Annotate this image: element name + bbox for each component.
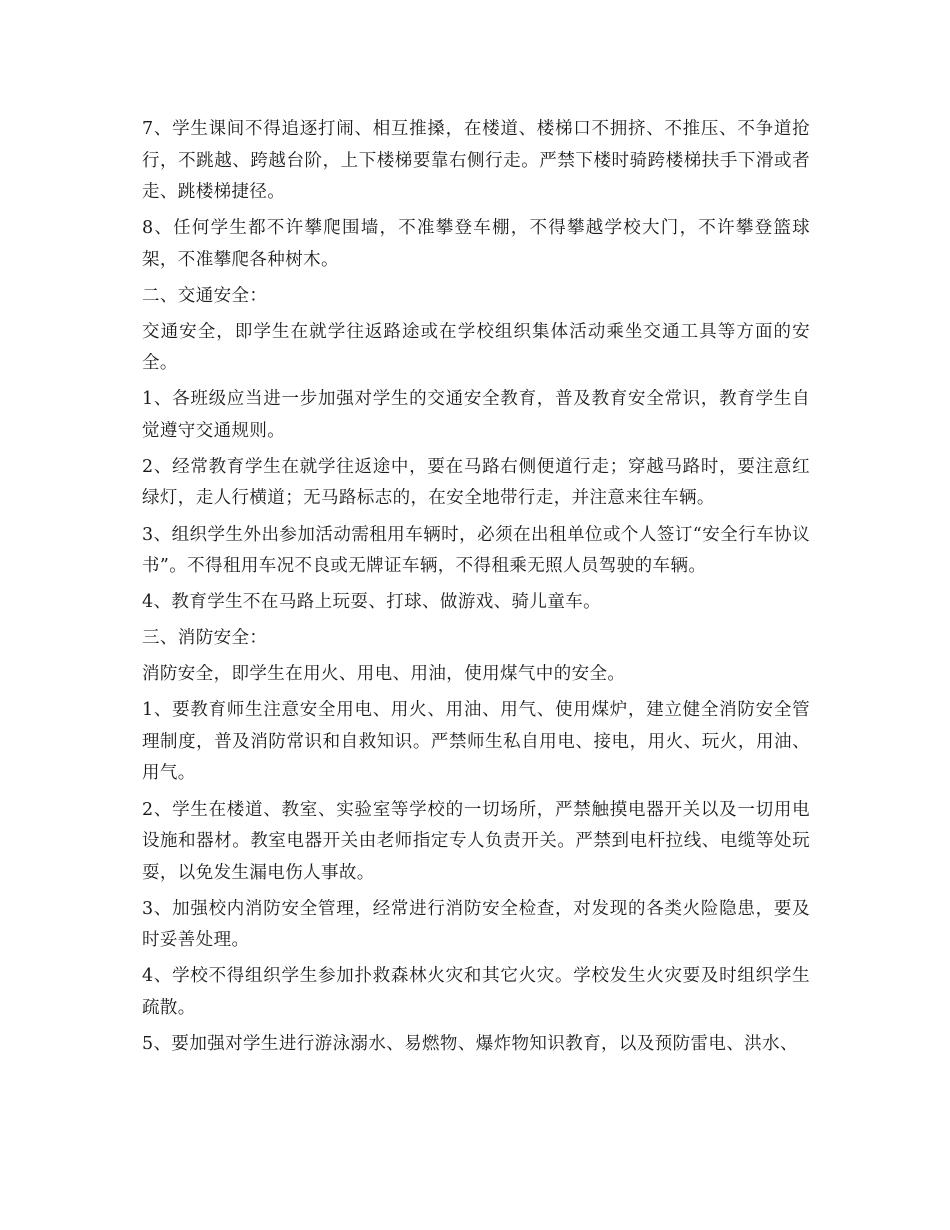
fire-rule-5-paragraph: 5、要加强对学生进行游泳溺水、易燃物、爆炸物知识教育，以及预防雷电、洪水、 — [142, 1033, 798, 1054]
section-fire-heading: 三、消防安全： — [142, 628, 268, 649]
traffic-rule-2-paragraph: 2、经常教育学生在就学往返途中，要在马路右侧便道行走；穿越马路时，要注意红绿灯，走人行横道；无马路标志的，在安全地带行走，并注意来往车辆。 — [142, 456, 810, 509]
section-traffic-heading: 二、交通安全： — [142, 285, 268, 306]
rule-8-paragraph: 8、任何学生都不许攀爬围墙，不准攀登车棚，不得攀越学校大门，不许攀登篮球架，不准攀爬各种树木。 — [142, 218, 810, 270]
fire-rule-2-paragraph: 2、学生在楼道、教室、实验室等学校的一切场所，严禁触摸电器开关以及一切用电设施和器材。教室电器开关由老师指定专人负责开关。严禁到电杆拉线、电缆等处玩耍，以免发生漏电伤人事故。 — [142, 799, 810, 883]
rule-7-paragraph: 7、学生课间不得追逐打闹、相互推搡，在楼道、楼梯口不拥挤、不推压、不争道抢行，不跳越、跨越台阶，上下楼梯要靠右侧行走。严禁下楼时骑跨楼梯扶手下滑或者走、跳楼梯捷径。 — [142, 119, 810, 202]
fire-definition-paragraph: 消防安全，即学生在用火、用电、用油，使用煤气中的安全。 — [142, 664, 626, 685]
traffic-definition-paragraph: 交通安全，即学生在就学往返路途或在学校组织集体活动乘坐交通工具等方面的安全。 — [142, 321, 810, 374]
traffic-rule-1-paragraph: 1、各班级应当进一步加强对学生的交通安全教育，普及教育安全常识，教育学生自觉遵守交通规则。 — [142, 389, 810, 441]
traffic-rule-3-paragraph: 3、组织学生外出参加活动需租用车辆时，必须在出租单位或个人签订“安全行车协议书”。不得租用车况不良或无牌证车辆，不得租乘无照人员驾驶的车辆。 — [142, 524, 810, 577]
document-page — [142, 114, 810, 1065]
fire-rule-4-paragraph: 4、学校不得组织学生参加扑救森林火灾和其它火灾。学校发生火灾要及时组织学生疏散。 — [142, 966, 810, 1018]
fire-rule-3-paragraph: 3、加强校内消防安全管理，经常进行消防安全检查，对发现的各类火险隐患，要及时妥善处理。 — [142, 898, 810, 951]
fire-rule-1-paragraph: 1、要教育师生注意安全用电、用火、用油、用气、使用煤炉，建立健全消防安全管理制度，普及消防常识和自救知识。严禁师生私自用电、接电，用火、玩火，用油、用气。 — [142, 700, 810, 784]
traffic-rule-4-paragraph: 4、教育学生不在马路上玩耍、打球、做游戏、骑儿童车。 — [142, 592, 602, 613]
